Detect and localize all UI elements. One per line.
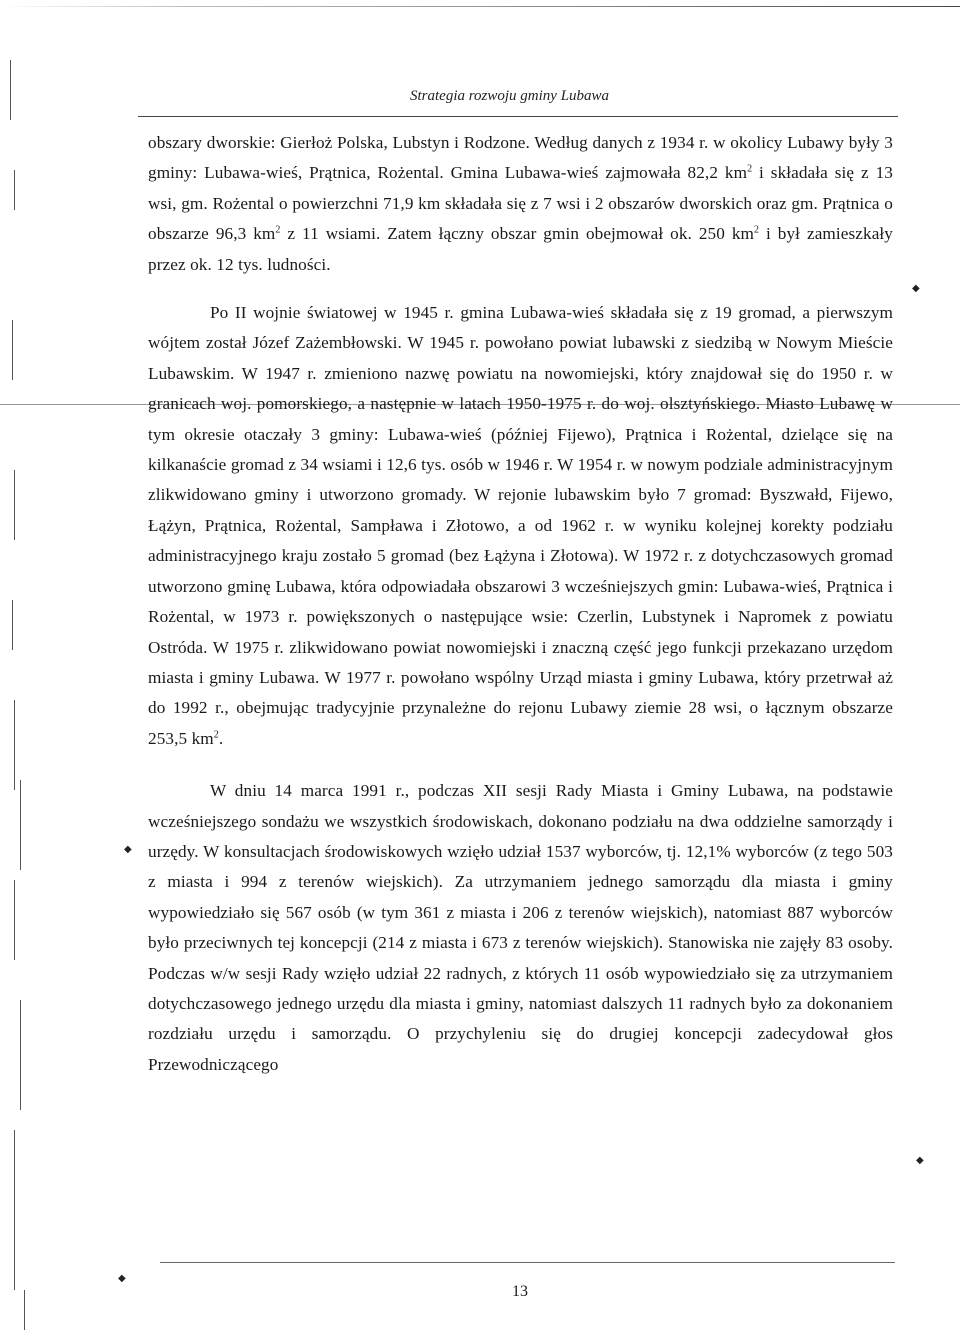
superscript: 2 [275, 224, 281, 236]
footer-rule [160, 1262, 895, 1263]
scan-edge-mark [20, 780, 21, 870]
paragraph-1 [148, 128, 893, 280]
scan-speck: ◆ [118, 1273, 126, 1284]
superscript: 2 [753, 224, 760, 236]
scan-edge-mark [10, 60, 11, 120]
superscript: 2 [213, 728, 219, 740]
paragraph-2-text-2: . [218, 728, 224, 748]
scan-edge-mark [14, 700, 15, 790]
paragraph-2-text: Po II wojnie światowej w 1945 r. gmina Lubawa-wieś składała się z 19 gromad, a pierwszym wójtem został Józef Zażembłowski. W 1945 r. powołano powiat lubawski z siedzibą w Nowym Mieście Lubawskim. W 1947 r. zmieniono nazwę powiatu na nowomiejski, który znajdował się do 1950 r. w granicach woj. pomorskiego, a następnie w latach 1950-1975 r. do woj. olsztyńskiego. Miasto Lubawę w tym okresie otaczały 3 gminy: Lubawa-wieś (później Fijewo), Prątnica i Rożental, dzielące się na kilkanaście gromad z 34 wsiami i 12,6 tys. osób w 1946 r. W 1954 r. w nowym podziale administracyjnym zlikwidowano gminy i utworzono gromady. W rejonie lubawskim było 7 gromad: Byszwałd, Fijewo, Łążyn, Prątnica, Rożental, Sampława i Złotowo, a od 1962 r. w wyniku kolejnej korekty podziału administracyjnego kraju zostało 5 gromad (bez Łążyna i Złotowa). W 1972 r. z dotychczasowych gromad utworzono gminę Lubawa, która odpowiadała obszarowi 3 wcześniejszych gmin: Lubawa-wieś, Prątnica i Rożental, w 1973 r. powiększonych o następujące wsie: Czerlin, Lubstynek i Napromek z powiatu Ostróda. W 1975 r. zlikwidowano powiat nowomiejski i znaczną część jego funkcji przekazano urzędom miasta i gminy Lubawa. W 1977 r. powołano wspólny Urząd miasta i gminy Lubawa, który przetrwał aż do 1992 r., obejmując tradycyjnie przynależne do rejonu Lubawy ziemie 28 wsi, o łącznym obszarze 253,5 km [148, 303, 893, 748]
paragraph-1-text: obszary dworskie: Gierłoż Polska, Lubstyn i Rodzone. Według danych z 1934 r. w okolicy Lubawy były 3 gminy: Lubawa-wieś, Prątnica, Rożental. Gmina Lubawa-wieś zajmowała 82,2 km [148, 133, 893, 183]
paragraph-1-text-3: z 11 wsiami. Zatem łączny obszar gmin obejmował ok. 250 km [280, 224, 754, 244]
scan-speck: ◆ [124, 844, 132, 855]
scan-edge-mark [12, 320, 13, 380]
scan-edge-mark [12, 600, 13, 650]
paragraph-3-text: W dniu 14 marca 1991 r., podczas XII sesji Rady Miasta i Gminy Lubawa, na podstawie wcześniejszego sondażu we wszystkich środowiskach, dokonano podziału na dwa oddzielne samorządy i urzędy. W konsultacjach środowiskowych wzięło udział 1537 wyborców, tj. 12,1% wyborców (z tego 503 z miasta i 994 z terenów wiejskich). Za utrzymaniem jednego samorządu dla miasta i gminy wypowiedziało się 567 osób (w tym 361 z miasta i 206 z terenów wiejskich), natomiast 887 wyborców było przeciwnych tej koncepcji (214 z miasta i 673 z terenów wiejskich). Stanowiska nie zajęły 83 osoby. Podczas w/w sesji Rady wzięło udział 22 radnych, z których 11 osób wypowiedziało się za utrzymaniem dotychczasowego jednego urzędu dla miasta i gminy, natomiast dalszych 11 radnych było za dokonaniem rozdziału urzędu i samorządu. O przychyleniu się do drugiej koncepcji zadecydował głos Przewodniczącego [148, 781, 893, 1074]
running-header-title: Strategia rozwoju gminy Lubawa [410, 88, 610, 104]
body-text [148, 128, 893, 1080]
superscript: 2 [747, 163, 753, 175]
paragraph-3 [148, 776, 893, 1080]
paragraph-1-text-2: i składała się z 13 wsi, gm. Rożental o powierzchni 71,9 km składała się z 7 wsi i 2 obszarów dworskich oraz gm. Prątnica o obszarze 96,3 km [148, 163, 894, 244]
scan-edge-mark [20, 1000, 21, 1110]
scan-edge-mark [14, 170, 15, 210]
scan-edge-line [0, 6, 960, 7]
scan-edge-mark [14, 470, 15, 540]
paragraph-2 [148, 298, 893, 754]
scan-edge-mark [14, 1130, 15, 1290]
scan-speck: ◆ [912, 283, 920, 294]
page-number: 13 [512, 1283, 528, 1300]
scan-edge-mark [14, 880, 15, 960]
scan-speck: ◆ [916, 1155, 924, 1166]
paragraph-1-text-4: i był zamieszkały przez ok. 12 tys. ludności. [148, 224, 894, 274]
header-rule [138, 116, 898, 117]
